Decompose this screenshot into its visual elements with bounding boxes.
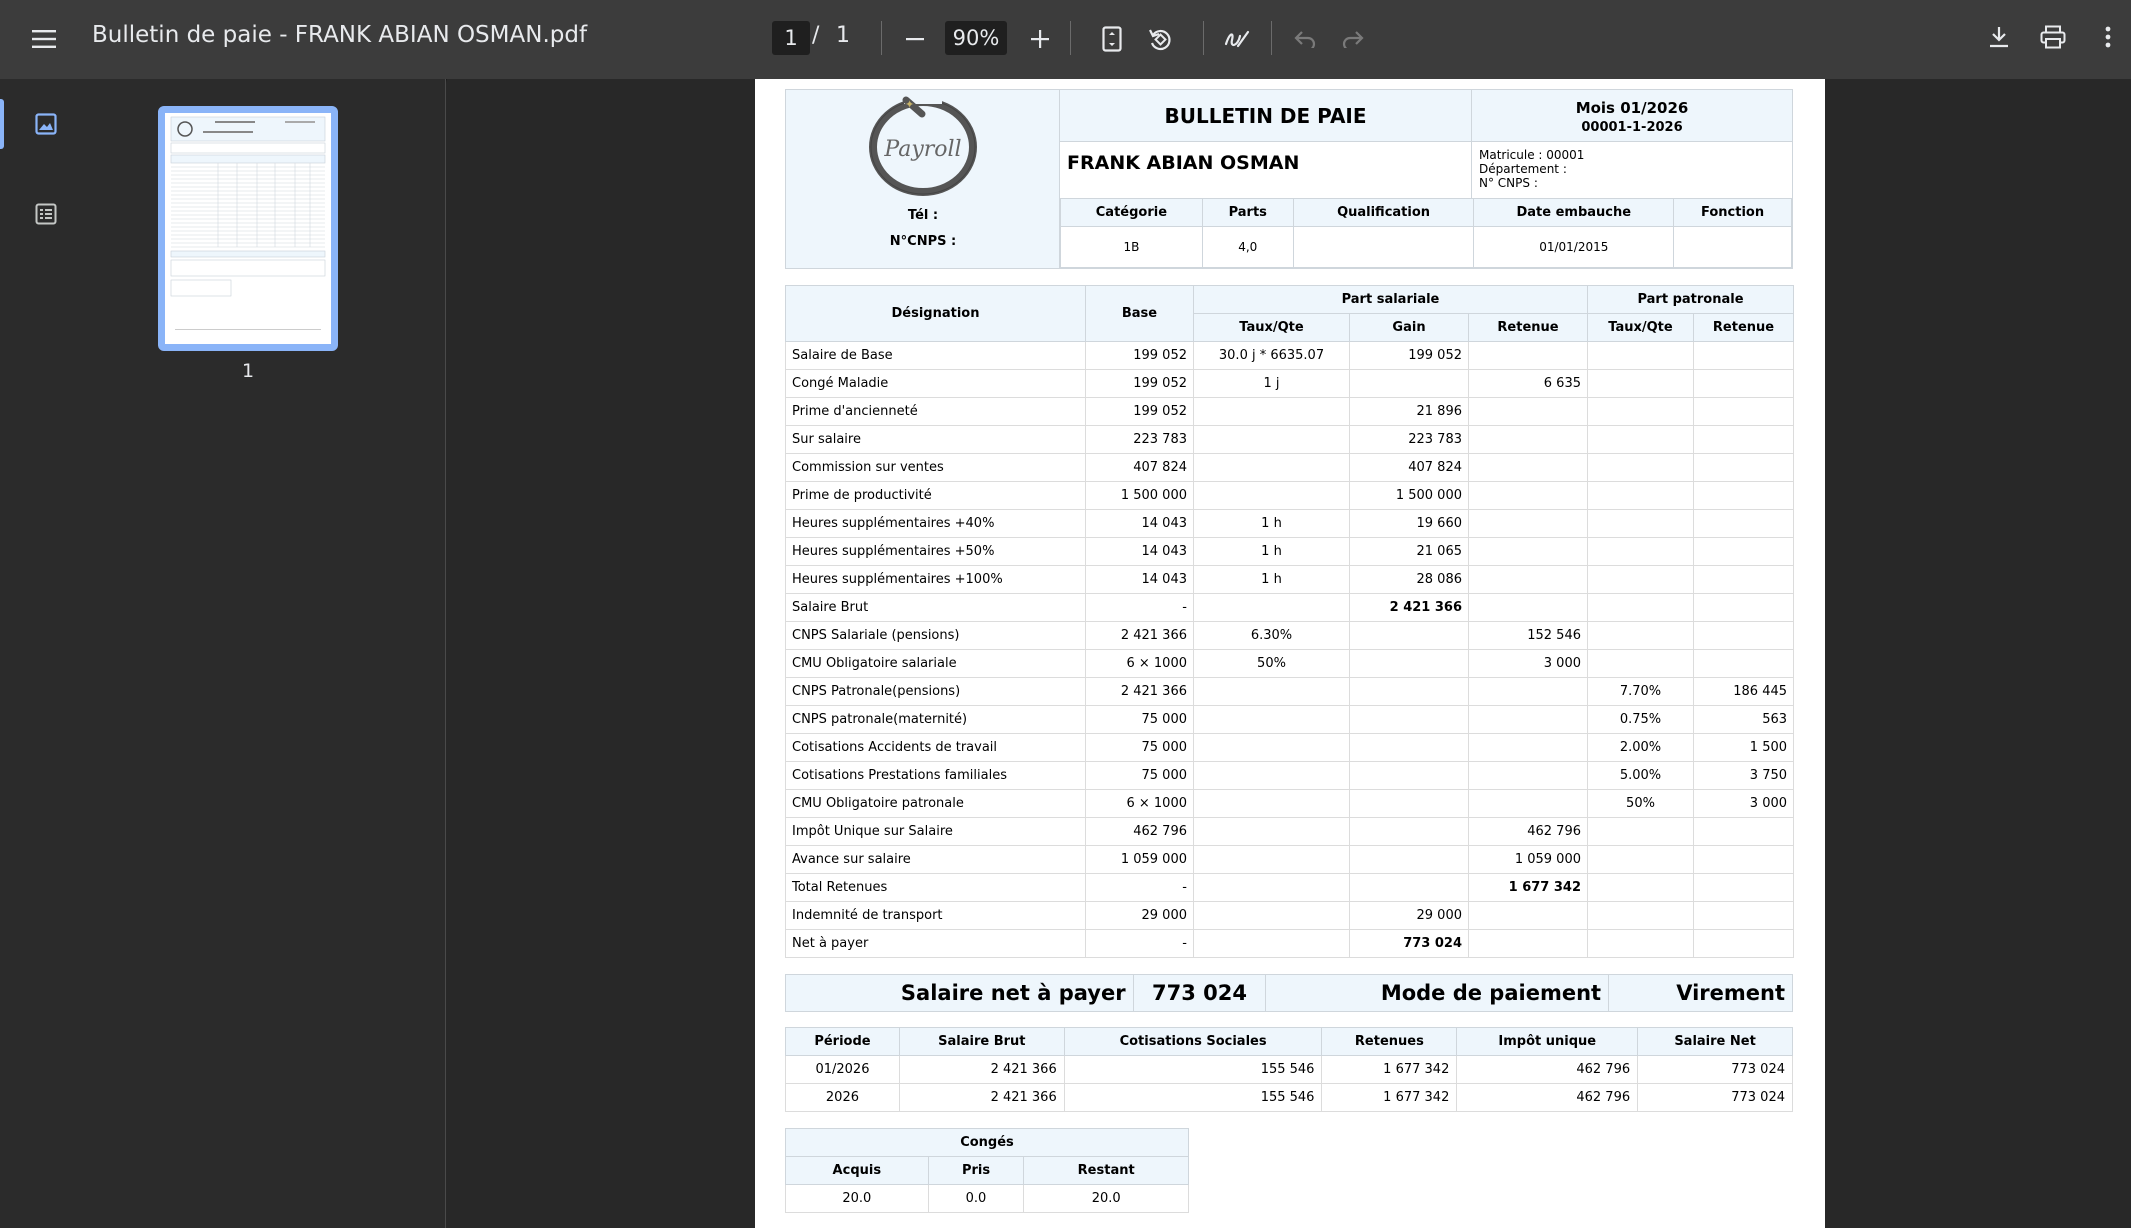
line-taux: 1 h [1194, 510, 1350, 538]
line-retenue [1469, 734, 1588, 762]
line-base: 14 043 [1086, 510, 1194, 538]
line-taux: 1 h [1194, 566, 1350, 594]
line-retenue-patronale [1694, 342, 1794, 370]
line-base: - [1086, 930, 1194, 958]
line-taux-patronale [1588, 398, 1694, 426]
line-retenue-patronale [1694, 818, 1794, 846]
line-taux-patronale [1588, 370, 1694, 398]
line-gain [1350, 790, 1469, 818]
line-gain [1350, 762, 1469, 790]
summary-cell: 1 677 342 [1322, 1084, 1457, 1112]
line-taux: 50% [1194, 650, 1350, 678]
summary-header: Salaire Brut [899, 1028, 1064, 1056]
payslip-line-row [786, 370, 1794, 398]
summary-header: Impôt unique [1457, 1028, 1638, 1056]
line-retenue [1469, 902, 1588, 930]
line-retenue-patronale [1694, 482, 1794, 510]
line-gain [1350, 622, 1469, 650]
line-gain: 19 660 [1350, 510, 1469, 538]
line-designation: CNPS Salariale (pensions) [786, 622, 1086, 650]
line-retenue-patronale [1694, 510, 1794, 538]
line-taux [1194, 790, 1350, 818]
line-taux [1194, 594, 1350, 622]
line-retenue-patronale [1694, 846, 1794, 874]
line-taux-patronale [1588, 818, 1694, 846]
grid-value: 1B [1061, 227, 1203, 268]
thumbnails-tab[interactable] [26, 104, 66, 144]
line-designation: Prime de productivité [786, 482, 1086, 510]
line-retenue-patronale [1694, 426, 1794, 454]
payslip-line-row [786, 902, 1794, 930]
fit-page-icon [1102, 26, 1122, 52]
zoom-in-button[interactable] [1020, 19, 1060, 59]
line-taux [1194, 762, 1350, 790]
line-base: 223 783 [1086, 426, 1194, 454]
line-taux [1194, 930, 1350, 958]
summary-cell: 2 421 366 [899, 1084, 1064, 1112]
line-taux-patronale: 5.00% [1588, 762, 1694, 790]
line-retenue-patronale [1694, 398, 1794, 426]
col-gain: Gain [1350, 314, 1469, 342]
company-logo-cell [786, 90, 1060, 268]
line-retenue: 462 796 [1469, 818, 1588, 846]
line-designation: Commission sur ventes [786, 454, 1086, 482]
plus-icon [1031, 30, 1049, 48]
sidebar-tabs [0, 79, 93, 1228]
employee-info [1472, 142, 1792, 198]
line-gain: 2 421 366 [1350, 594, 1469, 622]
line-taux [1194, 454, 1350, 482]
line-retenue [1469, 342, 1588, 370]
line-taux: 30.0 j * 6635.07 [1194, 342, 1350, 370]
line-retenue [1469, 762, 1588, 790]
payroll-logo [786, 90, 1060, 200]
line-gain: 21 896 [1350, 398, 1469, 426]
document-title: Bulletin de paie - FRANK ABIAN OSMAN.pdf [92, 22, 588, 48]
line-retenue-patronale [1694, 622, 1794, 650]
rotate-icon [1147, 26, 1173, 52]
line-taux [1194, 678, 1350, 706]
line-taux-patronale [1588, 846, 1694, 874]
line-taux-patronale [1588, 426, 1694, 454]
line-designation: Total Retenues [786, 874, 1086, 902]
page-number-input[interactable]: 1 [772, 21, 810, 55]
payslip-line-row [786, 818, 1794, 846]
col-retenue-patronale: Retenue [1694, 314, 1794, 342]
zoom-out-button[interactable] [895, 19, 935, 59]
line-designation: CNPS patronale(maternité) [786, 706, 1086, 734]
line-base: 75 000 [1086, 734, 1194, 762]
thumbnail-preview [165, 113, 331, 344]
period-month: Mois 01/2026 [1575, 99, 1689, 117]
line-retenue-patronale: 186 445 [1694, 678, 1794, 706]
line-retenue [1469, 538, 1588, 566]
payment-mode-label: Mode de paiement [1266, 975, 1609, 1012]
line-gain [1350, 734, 1469, 762]
line-gain [1350, 678, 1469, 706]
conges-value: 20.0 [786, 1185, 929, 1213]
page-separator: / [812, 23, 820, 48]
line-taux [1194, 846, 1350, 874]
conges-header: Pris [928, 1157, 1024, 1185]
line-taux-patronale [1588, 874, 1694, 902]
page-thumbnail[interactable] [158, 106, 338, 351]
payslip-line-row [786, 706, 1794, 734]
line-retenue [1469, 790, 1588, 818]
line-designation: Cotisations Accidents de travail [786, 734, 1086, 762]
col-taux: Taux/Qte [1194, 314, 1350, 342]
line-gain [1350, 706, 1469, 734]
thumbnail-sidebar [0, 79, 446, 1228]
col-group-patronale: Part patronale [1588, 286, 1794, 314]
conges-header: Acquis [786, 1157, 929, 1185]
line-retenue [1469, 426, 1588, 454]
download-button[interactable] [1979, 17, 2019, 57]
line-taux: 1 j [1194, 370, 1350, 398]
redo-icon [1342, 30, 1364, 48]
line-taux [1194, 482, 1350, 510]
line-designation: CMU Obligatoire patronale [786, 790, 1086, 818]
payslip-line-row [786, 538, 1794, 566]
payslip-line-row [786, 398, 1794, 426]
line-taux-patronale [1588, 594, 1694, 622]
line-designation: Sur salaire [786, 426, 1086, 454]
payslip-title: BULLETIN DE PAIE [1060, 90, 1472, 142]
grid-header: Parts [1202, 199, 1293, 227]
payment-mode-value: Virement [1609, 975, 1793, 1012]
line-taux [1194, 902, 1350, 930]
summary-cell: 2 421 366 [899, 1056, 1064, 1084]
line-designation: Heures supplémentaires +50% [786, 538, 1086, 566]
line-designation: Heures supplémentaires +100% [786, 566, 1086, 594]
line-taux [1194, 426, 1350, 454]
employee-name: FRANK ABIAN OSMAN [1060, 142, 1472, 198]
line-base: 14 043 [1086, 566, 1194, 594]
payslip-line-row [786, 678, 1794, 706]
svg-text:✦: ✦ [905, 98, 915, 111]
line-retenue [1469, 482, 1588, 510]
undo-button[interactable] [1285, 19, 1325, 59]
line-taux-patronale [1588, 650, 1694, 678]
redo-button[interactable] [1333, 19, 1373, 59]
toolbar-divider [1070, 21, 1071, 55]
payslip-line-row [786, 762, 1794, 790]
more-vert-icon [2105, 26, 2111, 48]
thumbnail-page-number: 1 [241, 360, 255, 382]
col-retenue: Retenue [1469, 314, 1588, 342]
line-retenue [1469, 678, 1588, 706]
summary-cell: 462 796 [1457, 1084, 1638, 1112]
pdf-page [755, 79, 1825, 1228]
logo-text: Payroll [884, 137, 962, 162]
line-taux [1194, 706, 1350, 734]
line-designation: Cotisations Prestations familiales [786, 762, 1086, 790]
summary-cell: 773 024 [1638, 1056, 1793, 1084]
line-retenue-patronale [1694, 454, 1794, 482]
line-gain: 29 000 [1350, 902, 1469, 930]
line-retenue-patronale [1694, 594, 1794, 622]
line-retenue [1469, 454, 1588, 482]
grid-header: Qualification [1293, 199, 1474, 227]
line-taux-patronale: 2.00% [1588, 734, 1694, 762]
line-base: 6 × 1000 [1086, 650, 1194, 678]
period-box [1472, 90, 1792, 142]
line-designation: Congé Maladie [786, 370, 1086, 398]
undo-icon [1294, 30, 1316, 48]
line-designation: Heures supplémentaires +40% [786, 510, 1086, 538]
line-taux-patronale [1588, 342, 1694, 370]
line-designation: Prime d'ancienneté [786, 398, 1086, 426]
line-retenue-patronale [1694, 902, 1794, 930]
line-taux [1194, 818, 1350, 846]
line-retenue [1469, 706, 1588, 734]
line-gain: 28 086 [1350, 566, 1469, 594]
line-gain: 223 783 [1350, 426, 1469, 454]
line-gain: 21 065 [1350, 538, 1469, 566]
line-taux-patronale [1588, 622, 1694, 650]
payslip-line-row [786, 510, 1794, 538]
grid-header: Date embauche [1474, 199, 1674, 227]
line-taux [1194, 874, 1350, 902]
summary-cell: 2026 [786, 1084, 900, 1112]
summary-table [785, 1027, 1793, 1112]
payslip-line-row [786, 846, 1794, 874]
payslip-line-row [786, 426, 1794, 454]
zoom-input[interactable]: 90% [945, 21, 1007, 55]
payslip-line-row [786, 930, 1794, 958]
conges-value: 0.0 [928, 1185, 1024, 1213]
line-retenue-patronale: 3 750 [1694, 762, 1794, 790]
net-pay-band [785, 974, 1793, 1012]
summary-row [786, 1084, 1793, 1112]
payslip-line-row [786, 482, 1794, 510]
summary-row [786, 1056, 1793, 1084]
line-retenue-patronale [1694, 874, 1794, 902]
payslip-line-row [786, 874, 1794, 902]
line-taux: 1 h [1194, 538, 1350, 566]
line-base: 2 421 366 [1086, 622, 1194, 650]
rotate-button[interactable] [1140, 19, 1180, 59]
line-designation: Salaire de Base [786, 342, 1086, 370]
line-gain [1350, 370, 1469, 398]
outline-tab[interactable] [26, 194, 66, 234]
line-base: 199 052 [1086, 370, 1194, 398]
line-retenue [1469, 594, 1588, 622]
summary-cell: 155 546 [1064, 1056, 1322, 1084]
line-retenue: 3 000 [1469, 650, 1588, 678]
line-taux-patronale [1588, 930, 1694, 958]
conges-header: Restant [1024, 1157, 1189, 1185]
conges-value: 20.0 [1024, 1185, 1189, 1213]
grid-value [1674, 227, 1792, 268]
line-taux-patronale [1588, 454, 1694, 482]
line-gain: 773 024 [1350, 930, 1469, 958]
line-gain [1350, 818, 1469, 846]
col-designation: Désignation [786, 286, 1086, 342]
summary-header: Salaire Net [1638, 1028, 1793, 1056]
line-designation: CNPS Patronale(pensions) [786, 678, 1086, 706]
summary-header: Retenues [1322, 1028, 1457, 1056]
matricule: Matricule : 00001 [1479, 148, 1585, 162]
payslip-lines-table [785, 285, 1793, 958]
payslip-line-row [786, 734, 1794, 762]
pen-squiggle-icon [1224, 28, 1250, 50]
menu-icon [32, 30, 56, 48]
print-button[interactable] [2033, 17, 2073, 57]
toolbar-divider [881, 21, 882, 55]
line-retenue [1469, 398, 1588, 426]
page-total: 1 [836, 23, 850, 48]
grid-value: 4,0 [1202, 227, 1293, 268]
line-designation: Net à payer [786, 930, 1086, 958]
col-taux-patronale: Taux/Qte [1588, 314, 1694, 342]
line-retenue-patronale [1694, 930, 1794, 958]
line-base: 29 000 [1086, 902, 1194, 930]
payslip-line-row [786, 594, 1794, 622]
line-gain [1350, 846, 1469, 874]
line-base: - [1086, 594, 1194, 622]
line-base: 199 052 [1086, 342, 1194, 370]
line-base: 199 052 [1086, 398, 1194, 426]
line-taux-patronale: 50% [1588, 790, 1694, 818]
pdf-toolbar [0, 0, 2131, 79]
image-icon [35, 113, 57, 135]
line-taux: 6.30% [1194, 622, 1350, 650]
tel-label: Tél : [907, 208, 939, 223]
summary-cell: 155 546 [1064, 1084, 1322, 1112]
line-taux-patronale [1588, 482, 1694, 510]
line-retenue-patronale [1694, 370, 1794, 398]
line-designation: Avance sur salaire [786, 846, 1086, 874]
line-base: 1 500 000 [1086, 482, 1194, 510]
payslip-header [785, 89, 1793, 269]
line-base: 6 × 1000 [1086, 790, 1194, 818]
line-retenue [1469, 510, 1588, 538]
toolbar-divider [1203, 21, 1204, 55]
line-designation: CMU Obligatoire salariale [786, 650, 1086, 678]
payslip-line-row [786, 650, 1794, 678]
departement: Département : [1479, 162, 1567, 176]
line-retenue: 1 059 000 [1469, 846, 1588, 874]
net-pay-value: 773 024 [1133, 975, 1266, 1012]
line-taux [1194, 398, 1350, 426]
outline-list-icon [35, 203, 57, 225]
line-gain: 1 500 000 [1350, 482, 1469, 510]
grid-header: Catégorie [1061, 199, 1203, 227]
grid-value [1293, 227, 1474, 268]
summary-cell: 01/2026 [786, 1056, 900, 1084]
line-base: 75 000 [1086, 706, 1194, 734]
fit-page-button[interactable] [1092, 19, 1132, 59]
minus-icon [906, 30, 924, 48]
line-taux-patronale [1588, 510, 1694, 538]
line-retenue: 1 677 342 [1469, 874, 1588, 902]
line-taux-patronale [1588, 538, 1694, 566]
payslip-line-row [786, 622, 1794, 650]
menu-button[interactable] [24, 19, 64, 59]
line-retenue-patronale: 563 [1694, 706, 1794, 734]
line-gain [1350, 650, 1469, 678]
line-designation: Indemnité de transport [786, 902, 1086, 930]
line-base: 1 059 000 [1086, 846, 1194, 874]
annotate-button[interactable] [1217, 19, 1257, 59]
payslip-line-row [786, 342, 1794, 370]
employee-grid [1060, 198, 1792, 268]
payslip-line-row [786, 454, 1794, 482]
line-taux-patronale [1588, 566, 1694, 594]
col-group-salariale: Part salariale [1194, 286, 1588, 314]
download-icon [1989, 26, 2009, 48]
col-base: Base [1086, 286, 1194, 342]
line-retenue-patronale: 3 000 [1694, 790, 1794, 818]
line-taux-patronale [1588, 902, 1694, 930]
line-base: - [1086, 874, 1194, 902]
toolbar-divider [1271, 21, 1272, 55]
summary-header: Cotisations Sociales [1064, 1028, 1322, 1056]
payslip-reference: 00001-1-2026 [1581, 120, 1683, 135]
payslip-line-row [786, 790, 1794, 818]
grid-header: Fonction [1674, 199, 1792, 227]
line-taux-patronale: 0.75% [1588, 706, 1694, 734]
line-base: 2 421 366 [1086, 678, 1194, 706]
summary-cell: 773 024 [1638, 1084, 1793, 1112]
summary-cell: 462 796 [1457, 1056, 1638, 1084]
line-designation: Impôt Unique sur Salaire [786, 818, 1086, 846]
cnps-label: N°CNPS : [889, 234, 957, 249]
summary-header: Période [786, 1028, 900, 1056]
line-taux-patronale: 7.70% [1588, 678, 1694, 706]
line-base: 462 796 [1086, 818, 1194, 846]
printer-icon [2040, 25, 2066, 49]
summary-cell: 1 677 342 [1322, 1056, 1457, 1084]
line-gain: 199 052 [1350, 342, 1469, 370]
more-options-button[interactable] [2088, 17, 2128, 57]
line-retenue-patronale [1694, 538, 1794, 566]
line-gain: 407 824 [1350, 454, 1469, 482]
line-retenue: 152 546 [1469, 622, 1588, 650]
line-retenue-patronale: 1 500 [1694, 734, 1794, 762]
line-base: 14 043 [1086, 538, 1194, 566]
line-retenue [1469, 566, 1588, 594]
conges-title: Congés [786, 1129, 1189, 1157]
line-retenue-patronale [1694, 650, 1794, 678]
line-retenue [1469, 930, 1588, 958]
payslip-line-row [786, 566, 1794, 594]
net-pay-label: Salaire net à payer [786, 975, 1134, 1012]
grid-value: 01/01/2015 [1474, 227, 1674, 268]
line-designation: Salaire Brut [786, 594, 1086, 622]
line-gain [1350, 874, 1469, 902]
line-base: 75 000 [1086, 762, 1194, 790]
conges-table [785, 1128, 1189, 1213]
line-retenue: 6 635 [1469, 370, 1588, 398]
line-base: 407 824 [1086, 454, 1194, 482]
line-taux [1194, 734, 1350, 762]
line-retenue-patronale [1694, 566, 1794, 594]
cnps-number: N° CNPS : [1479, 176, 1538, 190]
active-tab-indicator [0, 99, 4, 149]
